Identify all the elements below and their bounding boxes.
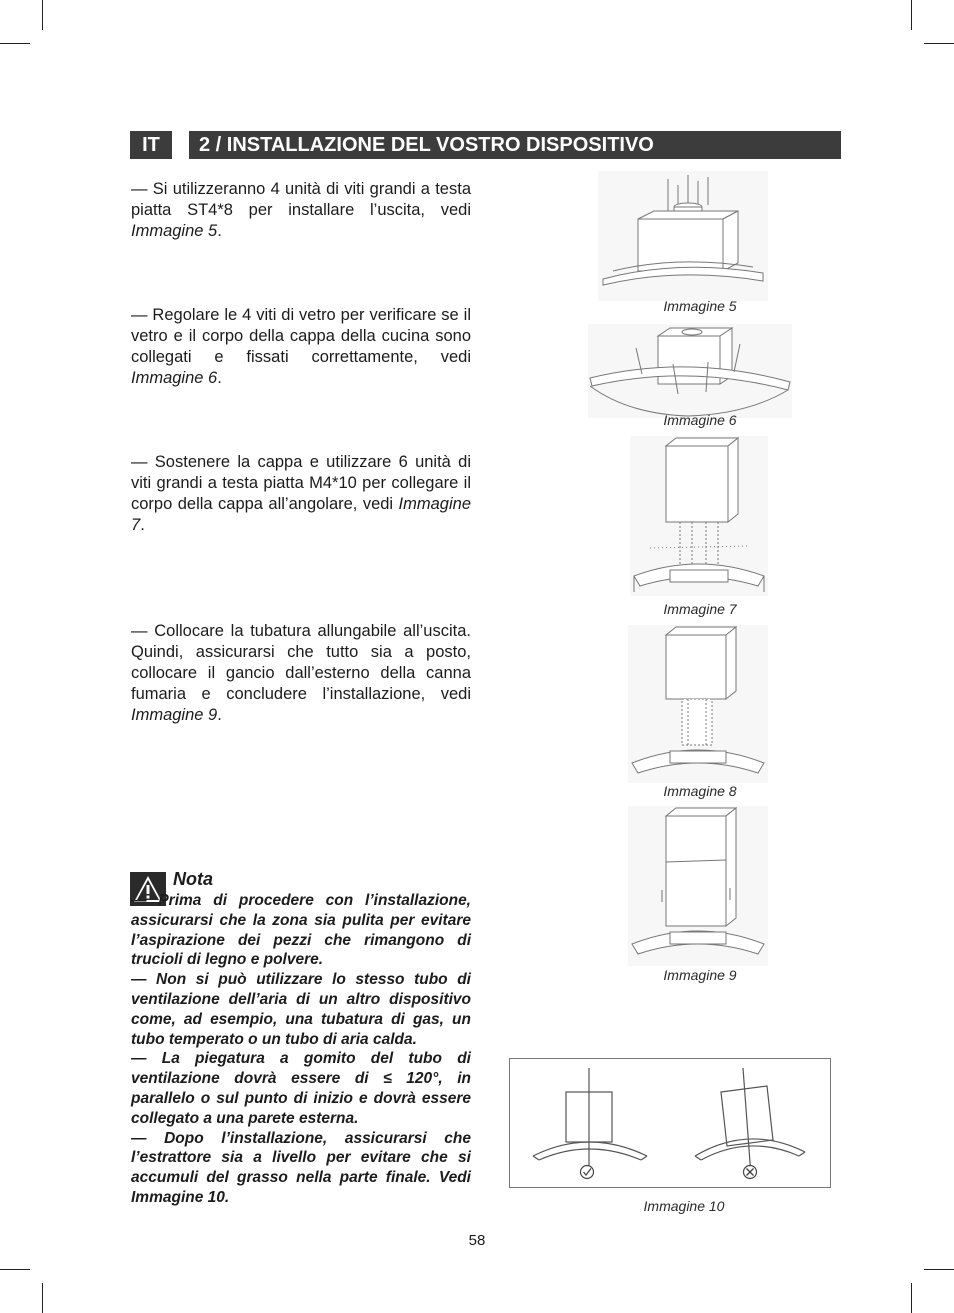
figure-10-caption: Immagine 10 [643, 1198, 725, 1214]
page-number: 58 [468, 1232, 486, 1249]
figure-5-caption: Immagine 5 [663, 298, 737, 314]
step-paragraph: — Si utilizzeranno 4 unità di viti grandi a testa piatta ST4*8 per installare l’uscita, vedi Immagine 5. [131, 180, 471, 240]
figure-8-illustration [628, 625, 768, 783]
figure-reference: Immagine 7 [131, 495, 471, 534]
crop-mark [911, 1283, 912, 1313]
step-paragraph: — Regolare le 4 viti di vetro per verificare se il vetro e il corpo della cappa della cucina sono collegati e fissati correttamente, vedi Immagine 6. [131, 306, 471, 387]
figure-9-illustration [628, 806, 768, 966]
figure-8-caption: Immagine 8 [663, 783, 737, 799]
crop-mark [42, 1283, 43, 1313]
note-item: — Dopo l’installazione, assicurarsi che l’estrattore sia a livello per evitare che si accumuli del grasso nella parte finale. Vedi Immagine 10. [131, 1129, 471, 1206]
figure-reference: Immagine 5 [131, 222, 218, 240]
note-body [131, 891, 471, 1208]
crop-mark [0, 43, 30, 44]
figure-7-caption: Immagine 7 [663, 601, 737, 617]
note-item: — La piegatura a gomito del tubo di ventilazione dovrà essere di ≤ 120°, in parallelo o sul punto di inizio e dovrà essere collegato a una parete esterna. [131, 1050, 471, 1127]
note-title: Nota [173, 869, 213, 889]
section-title: 2 / INSTALLAZIONE DEL VOSTRO DISPOSITIVO [189, 131, 841, 159]
crop-mark [924, 43, 954, 44]
crop-mark [924, 1269, 954, 1270]
crop-mark [911, 0, 912, 30]
step-paragraph: — Sostenere la cappa e utilizzare 6 unità di viti grandi a testa piatta M4*10 per collegare il corpo della cappa all’angolare, vedi Immagine 7. [131, 453, 471, 534]
figure-5-illustration [598, 171, 768, 301]
language-label: IT [130, 131, 172, 159]
cross-circle-icon [744, 1166, 757, 1179]
figure-6-caption: Immagine 6 [663, 412, 737, 428]
figure-reference: Immagine 6 [131, 369, 218, 387]
figure-7-illustration [630, 436, 768, 596]
note-item: — Prima di procedere con l’installazione, assicurarsi che la zona sia pulita per evitare l’aspirazione dei pezzi che rimangono di trucioli di legno e polvere. [131, 892, 471, 969]
crop-mark [42, 0, 43, 30]
figure-9-caption: Immagine 9 [663, 967, 737, 983]
check-circle-icon [581, 1166, 594, 1179]
crop-mark [0, 1269, 30, 1270]
figure-10-illustration [509, 1058, 831, 1188]
step-paragraph: — Collocare la tubatura allungabile all’uscita. Quindi, assicurarsi che tutto sia a posto, collocare il gancio dall’esterno della canna fumaria e concludere l’installazione, vedi Immagine 9. [131, 622, 471, 724]
figure-reference: Immagine 9 [131, 706, 218, 724]
figure-6-illustration [588, 324, 792, 418]
note-item: — Non si può utilizzare lo stesso tubo di ventilazione dell’aria di un altro dispositivo come, ad esempio, una tubatura di gas, un tubo temperato o un tubo di aria calda. [131, 971, 471, 1048]
